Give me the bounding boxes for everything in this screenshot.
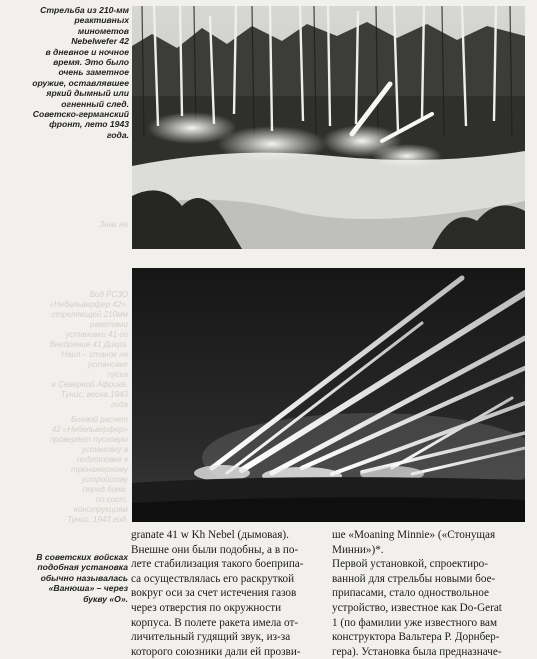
- photo-caption-top: Стрельба из 210-мм реактивных минометов Nebelwefer 42 в дневное и ночное время. Это было очень заметное оружие, оставлявшее яркий дымный или огненный след. Советско-германский фронт, лето 1943 года.: [32, 5, 129, 140]
- body-text-column-2: ше «Moaning Minnie» («Стонущая Минни»)*. Первой установкой, спроектиро- ванной для стрельбы новыми бое- припасами, стало одноствольное устройство, известное как Do-Gerat 1 (по фамилии уже известного вам конструктора Вальтера Р. Дорнбер- гера). Установка была предназначе-: [332, 529, 502, 658]
- bleed-through-text-c: Знак на: [99, 220, 128, 229]
- night-launch-image: [132, 268, 525, 522]
- body-text-column-1: granate 41 w Kh Nebel (дымовая). Внешне они были подобны, а в по- лете стабилизация такого боеприпа- са осуществлялась его раскруткой вокруг оси за счет истечения газов через отверстия по окружности корпуса. В полете ракета имела от- личительный гудящий звук, из-за которого союзники дали ей прозви-: [131, 529, 304, 658]
- bleed-through-text-a: Вид РСЗО «Небельверфер 42», стреляющей 210мм ракетами установки 41-го Внедрение 41 Дикрэ. Наил – станок на установке пуска в Северной Африке. Тунис, весна 1943 года: [49, 290, 128, 409]
- daytime-launch-image: [132, 6, 525, 249]
- photo-daytime-launch: [132, 6, 525, 249]
- bleed-through-text-b: Боевой расчет 42 «Небельверфер» проверяет пусковую установку в подготовке к тренажерному устройству перед боем. по сост. конструкциям Тунис, 1943 год.: [49, 415, 128, 524]
- photo-night-launch: [132, 268, 525, 522]
- photo-caption-bottom: В советских войсках подобная установка обычно называлась «Ванюша» – через букву «О».: [36, 552, 128, 604]
